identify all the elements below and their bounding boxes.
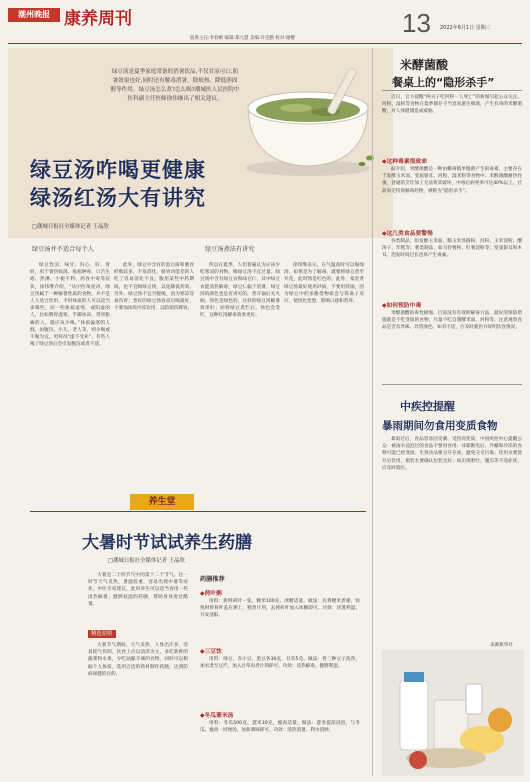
- right-bottom-source: 来源新华社: [490, 643, 513, 648]
- bowl-icon: [238, 46, 388, 186]
- health-col1-title: 精选原则: [88, 630, 116, 638]
- section-title: 康养周刊: [64, 9, 132, 29]
- health-col2-p3: 用料：冬瓜500克，薏米30克，瘦肉适量。做法：薏米提前浸泡，与冬瓜、瘦肉一同煲汤，加盐调味即可。功效：清热消暑、利水消肿。: [200, 721, 360, 734]
- food-illustration: [382, 650, 524, 776]
- right-top-sec1: 据介绍，米酵菌酸是一种由椰毒假单胞菌产生的毒素，主要存在于发酵玉米面、变质银耳、河粉、湿米粉等食物中。米酵菌酸耐热性强，普通的烹饪加工无法将其破坏，中毒后病死率可达40%以上，目前尚无特效解毒药物，被称为“隐形杀手”。: [382, 167, 522, 194]
- health-col2-sub1: ◆荷叶粥: [200, 591, 222, 597]
- top-story-sub1: 绿豆汤并不适合每个人: [32, 246, 94, 253]
- health-col2-title: 药膳推荐: [200, 576, 225, 583]
- top-story-headline-1: 绿豆汤咋喝更健康: [30, 158, 206, 182]
- health-col1: 大暑节气期间，天气炎热，人体出汗多，容易耗气伤阴，饮食上应以清淡为主，多吃新鲜的蔬菜和水果，少吃油腻辛辣的食物。同时可以根据个人体质，选用合适的药材制作药膳，达到防病保健的目的。: [88, 643, 188, 677]
- top-story-sub2: 绿豆汤煮法有讲究: [205, 246, 255, 253]
- food-basket-icon: [382, 650, 524, 776]
- right-section-divider: [382, 384, 522, 385]
- top-story-headline-2: 绿汤红汤大有讲究: [30, 186, 206, 210]
- right-top-lead: 近日，官方提醒“两夫子吃河粉一人死亡”的新闻引起公众关注。河粉、湿粉等食物在夏季储存不当容易滋生细菌，产生有毒的米酵菌酸，对人体健康造成威胁。: [382, 95, 522, 115]
- top-story-byline: □潮城日报社全媒体记者 王晶欣: [32, 224, 109, 230]
- top-story-col3: 所以在夏季，人们普遍认为应该少吃寒凉的食物，喝绿豆汤不宜过量。绿豆汤中含有绿豆衣和绿豆仁，其中绿豆衣能清热解毒，绿豆仁偏于消暑。绿豆汤的颜色也是有讲究的，煮开锅后关火焖，汤色是绿色的，这样的绿豆汤解暑效果好；而将绿豆煮烂后，汤色会变红，这种红汤解毒效果更好。: [200, 263, 280, 319]
- bowl-illustration: [238, 46, 388, 186]
- right-top-headline-2: 餐桌上的“隐形杀手”: [392, 76, 495, 89]
- paper-logo: 潮州晚报: [8, 8, 60, 22]
- masthead-rule: [8, 43, 522, 44]
- right-bottom-headline-2: 暴雨期间勿食用变质食物: [382, 420, 498, 432]
- right-bottom-body: 暴雨过后，食品容易因受潮、受热而变质，中国疾控中心提醒公众：被雨水浸泡过的食品不要再食用；冰箱断电后，冷藏和冷冻的食物可能已经变质；生熟食品要分开存放，避免交叉污染；饮用水要烧开后饮用，瓶装水要确认包装完好；如出现呕吐、腹泻等不适症状，应及时就医。: [382, 437, 522, 471]
- masthead: [0, 0, 530, 40]
- health-headline: 大暑时节试试养生药膳: [82, 533, 252, 553]
- health-col2-sub3: ◆冬瓜薏米汤: [200, 713, 234, 719]
- right-top-sec3: 米酵菌酸的毒性极强，目前没有有效的解毒方法，最好的预防措施就是不吃变质的食物，尽量不吃自制酵米面、河粉等，注意观察食品是否有异味、异常颜色。如有不适，应及时就医并说明饮食情况。: [382, 311, 522, 331]
- right-top-sec2-title: ◆这几类食品要警惕: [382, 231, 433, 237]
- health-col2-sub2: ◆三豆饮: [200, 649, 222, 655]
- top-story-col4: 徐伟继表示，在气温高时可以喝绿汤，如果是为了解毒，就要将绿豆煮至开花，此时汤是红色的。此外，家里煮绿豆汤最好使用砂锅，不要用铁锅，因为绿豆中的多酚类物质会与铁离子反应，使汤色变黑，影响口感和营养。: [284, 263, 364, 305]
- credits: 值班主任:李春媚 编辑:郑元慧 美编:许克勤 校对:谢樱: [190, 36, 295, 41]
- right-bottom-headline-1: 中疾控提醒: [400, 400, 455, 413]
- health-logo: 养生堂: [130, 494, 194, 510]
- health-byline: □潮城日报社全媒体记者 王晶欣: [108, 558, 185, 564]
- top-story-col1: 绿豆性凉、味甘，归心、肝、胃经，用于暑热烦渴、疮痈肿毒、口舌生疮、热淋、小便不利、药食中毒等症状，徐伟继介绍，“从中医角度讲，绿豆汤属于一种解暑性质的食物，并不是人人适合饮用。平时体质的人可以适当多喝些，而一些体质虚寒，或阳虚的人，比如脾胃虚寒、手脚冰凉、常胃胀痛的人，就应该少喝。”体质偏寒的人群，如腹泻、小儿、老人等，则少喝或不喝为宜。更何况“虚不受补”，有些人喝了绿豆汤后会引发腹泻或者不适。: [30, 263, 110, 348]
- health-col2-p2: 用料：绿豆、赤小豆、黑豆各30克，甘草5克。做法：将三种豆子洗净，加水煮至豆烂，加入甘草再煮片刻即可。功效：清热解毒、健脾利湿。: [200, 657, 360, 670]
- right-top-sec1-title: ◆这种毒素很致命: [382, 159, 428, 165]
- page-number: 13: [402, 8, 431, 38]
- right-top-headline-1: 米酵菌酸: [400, 58, 449, 72]
- right-top-sec3-title: ◆如何预防中毒: [382, 303, 422, 309]
- health-col2-p1: 用料：新鲜荷叶一张，粳米100克，冰糖适量。做法：先将粳米煮粥，快熟时将荷叶盖在粥上，稍煮片刻，去掉荷叶加入冰糖即可。功效：清暑利湿、升发清阳。: [200, 599, 360, 619]
- column-divider: [372, 48, 373, 776]
- health-intro: 大暑是二十四节气中的第十二个节气。这一时节天气炎热，暑湿较重，容易出现中暑等症状。中医专家建议，此时养生可以适当食用一些清热解暑、健脾祛湿的药膳，帮助身体度过酷暑。: [88, 573, 188, 607]
- top-story-intro: 绿豆汤是夏季家庭常备的消暑饮品,不仅甘凉可口,防暑效果也好,同时还有解毒消暑、除烦热、降低胆固醇等作用。绿豆汤怎么煮?怎么喝?潮城医人民医院中医科副主任医师徐伟继出了相关建议。: [110, 69, 240, 102]
- right-top-sec2: 谷类制品，如发酵玉米面、糯玉米汤圆粉、河粉、玉米淀粉、酸汤子、年糕等；薯类制品，如马铃薯粉、红薯淀粉等；变质银耳和木耳，泡发时间过长也易产生毒素。: [382, 239, 522, 259]
- top-story-col2: 此外，绿豆中含有的蛋白质和膳食纤维较多，不易消化，肠胃功能差的人吃了容易消化不良。服用某些中药期间，也不宜喝绿豆汤，以免降低药效。另外，绿豆汤不宜空腹喝，因为寒凉容易伤胃；煮好的绿豆汤放凉后喝最好，不要加冰块冷冻饮用，以防损伤脾胃。: [114, 263, 194, 312]
- health-rule: [30, 511, 366, 512]
- issue-date: 2022年6月1日 星期三: [440, 25, 491, 31]
- right-top-rule: [382, 90, 522, 91]
